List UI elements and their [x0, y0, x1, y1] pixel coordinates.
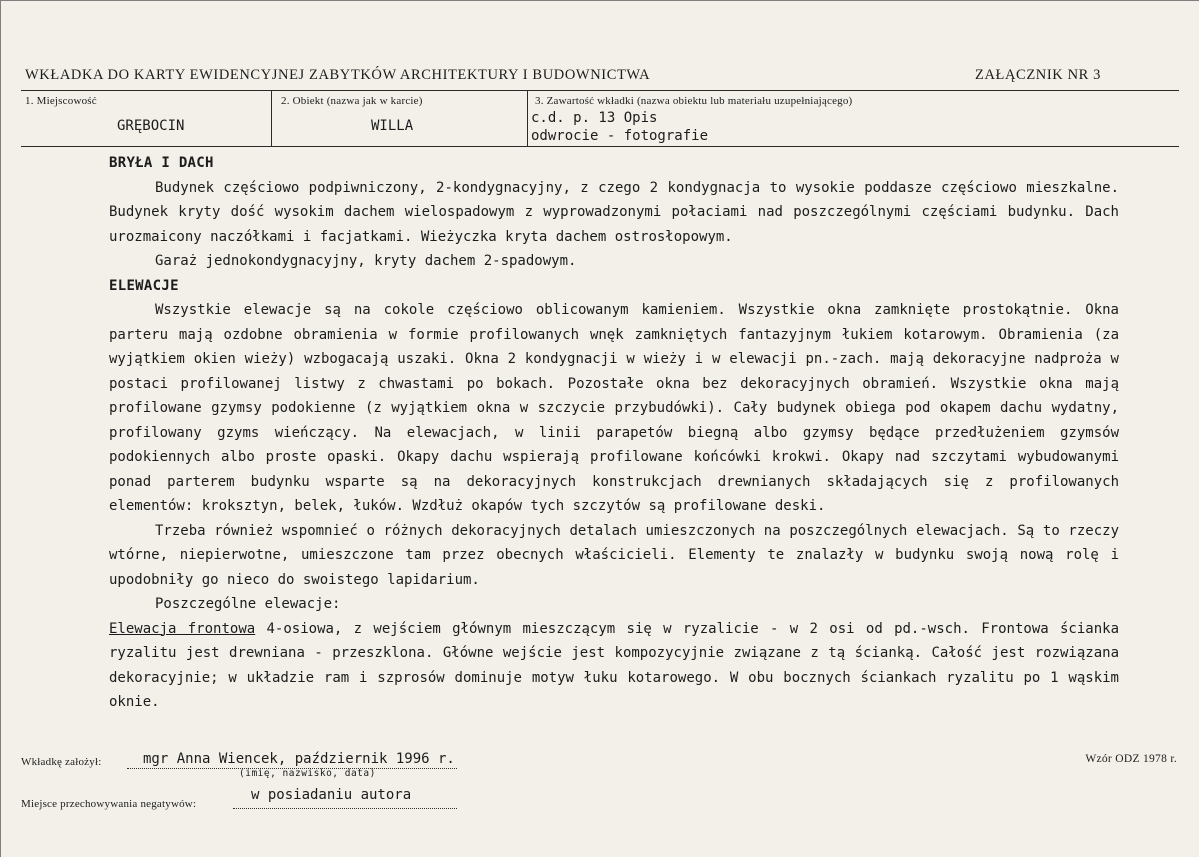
- description-body: [109, 151, 1119, 715]
- form-version: Wzór ODZ 1978 r.: [1085, 753, 1177, 765]
- front-elevation-text: 4-osiowa, z wejściem głównym mieszczącym się w ryzalicie - w 2 osi od pd.-wsch. Frontowa ścianka ryzalitu jest drewniana - przeszklona. Główne wejście jest kompozycyjnie związane z tą ścianką. Całość jest rozwiązana dekoracyjnie; w układzie ram i szprosów dominuje motyw łuku kotarowego. W obu bocznych ściankach ryzalitu po 1 wąskim oknie.: [109, 620, 1119, 710]
- author-value: mgr Anna Wiencek, październik 1996 r.: [143, 751, 455, 767]
- section-heading-roof: BRYŁA I DACH: [109, 155, 214, 171]
- header-rule-top: [21, 90, 1179, 91]
- storage-dotted-line: [233, 808, 457, 809]
- annex-number: ZAŁĄCZNIK NR 3: [975, 67, 1101, 83]
- paragraph-elevations-1: Wszystkie elewacje są na cokole częściowo oblicowanym kamieniem. Wszystkie okna zamknięte prostokątnie. Okna parteru mają ozdobne obramienia w formie profilowanych wnęk zamkniętych fantazyjnym łukiem kotarowym. Obramienia (za wyjątkiem okien wieży) wzbogacają uszaki. Okna 2 kondygnacji w wieży i w elewacji pn.-zach. mają dekoracyjne nadproża w postaci profilowanej listwy z chwastami po bokach. Pozostałe okna bez dekoracyjnych obramień. Wszystkie okna mają profilowane gzymsy podokienne (z wyjątkiem okna w szczycie przybudówki). Cały budynek obiega pod okapem dachu wydatny, profilowany gzyms wieńczący. Na elewacjach, w linii parapetów biegną albo gzymsy będące przedłużeniem gzymsów podokiennych albo proste opaski. Okapy dachu wspierają profilowane końcówki krokwi. Okapy nad szczytami wybudowanymi ponad parterem budynku wsparte są na dekoracyjnych konstrukcjach drewnianych składających się z profilowanych elementów: kroksztyn, belek, łuków. Wzdłuż okapów tych szczytów są profilowane deski.: [109, 302, 1119, 514]
- header-rule-bottom: [21, 146, 1179, 147]
- paragraph-roof-2: Garaż jednokondygnacyjny, kryty dachem 2-spadowym.: [155, 253, 577, 269]
- content-label: 3. Zawartość wkładki (nazwa obiektu lub materiału uzupełniającego): [535, 95, 853, 107]
- author-label: Wkładkę założył:: [21, 756, 102, 768]
- object-value: WILLA: [371, 118, 414, 134]
- field-divider-2: [527, 91, 528, 146]
- content-line-2: odwrocie - fotografie: [531, 128, 709, 144]
- paragraph-elevations-list-intro: Poszczególne elewacje:: [155, 596, 341, 612]
- front-elevation-term: Elewacja frontowa: [109, 620, 256, 637]
- locality-value: GRĘBOCIN: [117, 118, 185, 134]
- storage-value: w posiadaniu autora: [251, 787, 412, 803]
- object-label: 2. Obiekt (nazwa jak w karcie): [281, 95, 423, 107]
- paragraph-roof-1: Budynek częściowo podpiwniczony, 2-kondygnacyjny, z czego 2 kondygnacja to wysokie poddasze częściowo mieszkalne. Budynek kryty dość wysokim dachem wielospadowym z wyprowadzonymi połaciami nad poszczególnymi częściami budynku. Dach urozmaicony naczółkami i facjatkami. Wieżyczka kryta dachem ostrosłopowym.: [109, 179, 1119, 245]
- section-heading-elevations: ELEWACJE: [109, 277, 179, 294]
- storage-label: Miejsce przechowywania negatywów:: [21, 798, 197, 810]
- content-line-1: c.d. p. 13 Opis: [531, 110, 658, 126]
- paragraph-elevations-2: Trzeba również wspomnieć o różnych dekoracyjnych detalach umieszczonych na poszczególnych elewacjach. Są to rzeczy wtórne, niepierwotne, umieszczone tam przez obecnych właścicieli. Elementy te znalazły w budynku swoją nową rolę i upodobniły go nieco do swoistego lapidarium.: [109, 522, 1119, 588]
- author-hint: (imię, nazwisko, data): [239, 768, 376, 779]
- locality-label: 1. Miejscowość: [25, 95, 97, 107]
- field-divider-1: [271, 91, 272, 146]
- paragraph-front-elevation: [109, 617, 1119, 715]
- card-title: WKŁADKA DO KARTY EWIDENCYJNEJ ZABYTKÓW ARCHITEKTURY I BUDOWNICTWA: [25, 67, 651, 83]
